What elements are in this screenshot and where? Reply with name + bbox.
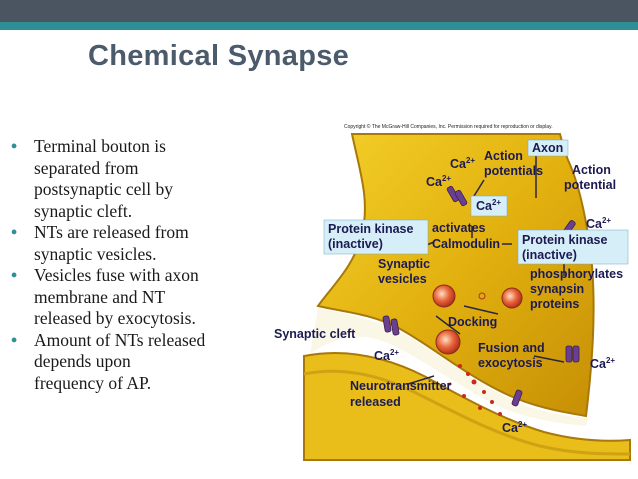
- synapse-figure: [274, 116, 634, 462]
- bullet-icon: •: [11, 136, 18, 156]
- bullet-line: Amount of NTs released: [34, 329, 206, 350]
- bullet-line: membrane and NT: [34, 286, 166, 307]
- label-phosphorylates: synapsin: [530, 282, 585, 296]
- label-calcium: $Ca^{2+}$: [374, 348, 400, 363]
- particle-icon: [472, 380, 477, 385]
- label-calcium: $Ca^{2+}$: [586, 216, 612, 231]
- label-synaptic-vesicles: Synaptic: [378, 257, 431, 271]
- label-action-potentials: Action: [484, 149, 523, 163]
- bullet-line: released by exocytosis.: [34, 308, 196, 328]
- bullet-item: [10, 330, 272, 395]
- vesicle-icon: [502, 288, 522, 308]
- calcium-channel-icon: [566, 346, 572, 362]
- bullet-line: depends upon: [34, 351, 131, 371]
- bullet-line: synaptic vesicles.: [34, 243, 157, 264]
- label-action-potential: Action: [572, 163, 611, 177]
- bullet-line: separated from: [34, 157, 139, 178]
- copyright-text: Copyright © The McGraw-Hill Companies, Inc. Permission required for reproduction or display.: [344, 124, 553, 130]
- label-action-potentials: potentials: [484, 164, 544, 178]
- bullet-line: synaptic cleft.: [34, 200, 133, 221]
- bullet-line: NTs are released from: [34, 222, 189, 242]
- label-fusion: exocytosis: [478, 356, 543, 370]
- label-synaptic-cleft: Synaptic cleft: [274, 327, 356, 341]
- label-activates: activates: [432, 221, 486, 235]
- particle-icon: [462, 394, 466, 398]
- bullet-line: Terminal bouton is: [34, 136, 166, 156]
- bullet-item: [10, 136, 272, 222]
- header-accent-bar: [0, 22, 638, 30]
- label-calcium: $Ca^{2+}$: [426, 174, 452, 189]
- bullet-line: Vesicles fuse with axon: [34, 265, 199, 285]
- particle-icon: [466, 372, 470, 376]
- label-protein-kinase-right: Protein kinase: [522, 233, 608, 247]
- label-protein-kinase-left: (inactive): [328, 237, 383, 251]
- header-bar: [0, 0, 638, 22]
- particle-icon: [490, 400, 494, 404]
- bullet-list: [10, 136, 272, 394]
- vesicle-icon: [433, 285, 455, 307]
- bullet-icon: •: [11, 265, 18, 285]
- bullet-item: [10, 222, 272, 265]
- label-docking: Docking: [448, 315, 498, 329]
- bullet-item: [10, 265, 272, 330]
- label-calcium: $Ca^{2+}$: [450, 156, 476, 171]
- vesicle-icon: [436, 330, 460, 354]
- bullet-icon: •: [11, 222, 18, 242]
- particle-icon: [498, 412, 502, 416]
- bullet-line: postsynaptic cell by: [34, 179, 174, 199]
- label-protein-kinase-right: (inactive): [522, 248, 577, 262]
- particle-icon: [482, 390, 486, 394]
- label-calcium: $Ca^{2+}$: [590, 356, 616, 371]
- synapse-illustration: [274, 116, 634, 462]
- label-synaptic-vesicles: vesicles: [378, 272, 427, 286]
- label-protein-kinase-left: Protein kinase: [328, 222, 414, 236]
- label-calcium: $Ca^{2+}$: [476, 198, 502, 213]
- particle-icon: [478, 406, 482, 410]
- label-phosphorylates: proteins: [530, 297, 580, 311]
- label-axon: Axon: [532, 141, 564, 155]
- label-fusion: Fusion and: [478, 341, 545, 355]
- label-calcium: $Ca^{2+}$: [502, 420, 528, 435]
- slide-title: Chemical Synapse: [88, 40, 350, 72]
- bullet-line: frequency of AP.: [34, 372, 152, 393]
- label-phosphorylates: phosphorylates: [530, 267, 624, 281]
- label-action-potential: potential: [564, 178, 617, 192]
- label-neurotransmitter-released: Neurotransmitter: [350, 379, 452, 393]
- label-calmodulin: Calmodulin: [432, 237, 501, 251]
- calcium-channel-icon: [573, 346, 579, 362]
- label-neurotransmitter-released: released: [350, 395, 401, 409]
- bullet-icon: •: [11, 329, 18, 350]
- particle-icon: [458, 364, 462, 368]
